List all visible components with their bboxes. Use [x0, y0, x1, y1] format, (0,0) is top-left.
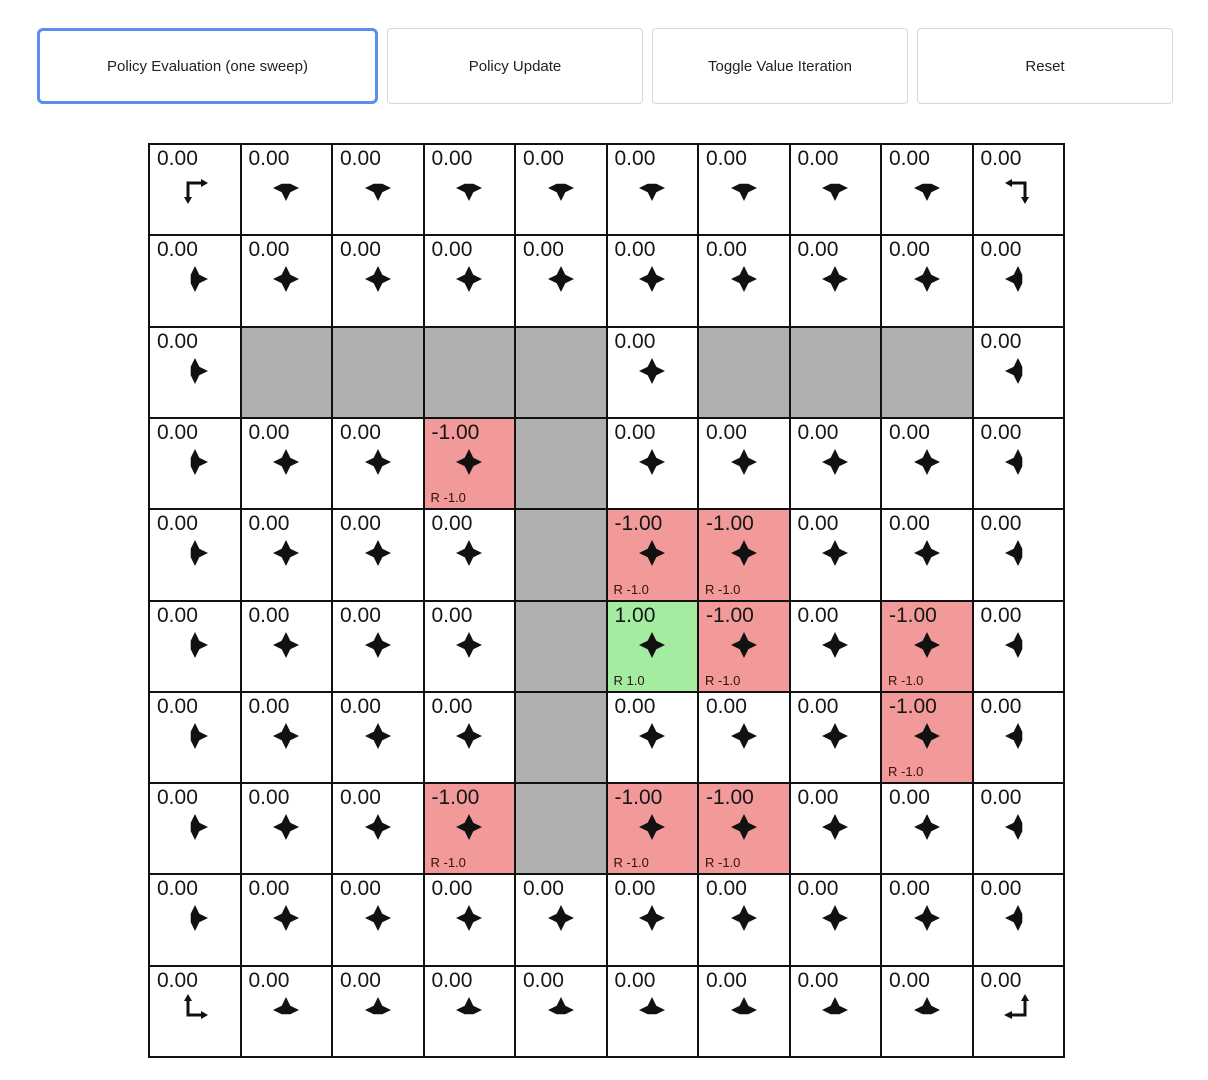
- policy-arrow-icon: [1002, 263, 1034, 300]
- grid-cell: [790, 235, 882, 326]
- policy-arrow-icon: [453, 263, 485, 300]
- policy-arrow-icon: [636, 172, 668, 209]
- policy-arrow-icon: [636, 355, 668, 392]
- cell-value: 0.00: [889, 512, 930, 536]
- cell-value: 0.00: [248, 786, 290, 810]
- cell-value: 0.00: [980, 786, 1022, 810]
- policy-arrow-icon: [362, 811, 394, 848]
- reward-label: R 1.0: [613, 672, 645, 688]
- wall-cell: [515, 601, 607, 692]
- grid-cell: [790, 783, 882, 874]
- wall-cell: [515, 509, 607, 600]
- positive-reward-cell: [607, 601, 699, 692]
- grid-cell: [149, 509, 241, 600]
- policy-arrow-icon: [911, 172, 943, 209]
- cell-value: 0.00: [980, 329, 1022, 353]
- cell-value: 0.00: [340, 877, 381, 901]
- cell-value: 0.00: [980, 694, 1022, 718]
- policy-arrow-icon: [636, 537, 668, 574]
- policy-arrow-icon: [911, 902, 943, 939]
- wall-cell: [515, 783, 607, 874]
- cell-value: 0.00: [614, 694, 656, 718]
- grid-cell: [607, 966, 699, 1057]
- cell-value: 0.00: [248, 420, 290, 444]
- cell-value: 0.00: [157, 238, 198, 262]
- cell-value: 0.00: [157, 147, 198, 170]
- policy-arrow-icon: [362, 720, 394, 757]
- policy-arrow-icon: [728, 994, 760, 1031]
- policy-arrow-icon: [179, 446, 211, 483]
- grid-cell: [698, 692, 790, 783]
- grid-cell: [881, 874, 973, 965]
- grid-cell: [424, 601, 516, 692]
- cell-value: -1.00: [889, 694, 937, 718]
- policy-arrow-icon: [179, 811, 211, 848]
- cell-value: 0.00: [340, 238, 381, 262]
- cell-value: 0.00: [889, 147, 930, 170]
- policy-arrow-icon: [911, 537, 943, 574]
- grid-cell: [149, 327, 241, 418]
- policy-arrow-icon: [545, 994, 577, 1031]
- grid-cell: [973, 692, 1065, 783]
- policy-arrow-icon: [636, 902, 668, 939]
- wall-cell: [424, 327, 516, 418]
- policy-arrow-icon: [728, 172, 760, 209]
- policy-arrow-icon: [270, 994, 302, 1031]
- wall-cell: [515, 692, 607, 783]
- wall-cell: [698, 327, 790, 418]
- cell-value: 0.00: [797, 968, 839, 992]
- cell-value: 0.00: [889, 786, 930, 810]
- cell-value: 0.00: [340, 512, 381, 536]
- cell-value: 0.00: [889, 877, 930, 901]
- policy-arrow-icon: [911, 446, 943, 483]
- reward-label: R -1.0: [430, 490, 466, 506]
- policy-arrow-icon: [179, 720, 211, 757]
- grid-cell: [698, 144, 790, 235]
- policy-arrow-icon: [270, 720, 302, 757]
- policy-arrow-icon: [728, 537, 760, 574]
- grid-cell: [515, 144, 607, 235]
- policy-arrow-icon: [819, 537, 851, 574]
- reward-label: R -1.0: [613, 581, 649, 597]
- wall-cell: [515, 418, 607, 509]
- cell-value: 0.00: [340, 786, 381, 810]
- policy-arrow-icon: [362, 902, 394, 939]
- cell-value: 0.00: [980, 877, 1022, 901]
- cell-value: 0.00: [340, 420, 381, 444]
- cell-value: -1.00: [614, 786, 663, 810]
- grid-cell: [241, 144, 333, 235]
- cell-value: 0.00: [980, 603, 1022, 627]
- cell-value: 0.00: [248, 694, 290, 718]
- negative-reward-cell: [881, 601, 973, 692]
- cell-value: 0.00: [797, 786, 839, 810]
- policy-arrow-icon: [636, 811, 668, 848]
- negative-reward-cell: [424, 783, 516, 874]
- reward-label: R -1.0: [888, 764, 924, 780]
- cell-value: 0.00: [431, 238, 473, 262]
- policy-arrow-icon: [911, 811, 943, 848]
- grid-cell: [332, 509, 424, 600]
- policy-arrow-icon: [453, 720, 485, 757]
- grid-cell: [881, 418, 973, 509]
- grid-cell: [149, 874, 241, 965]
- cell-value: 0.00: [431, 694, 473, 718]
- grid-cell: [241, 783, 333, 874]
- policy-arrow-icon: [453, 446, 485, 483]
- policy-arrow-icon: [362, 994, 394, 1031]
- policy-arrow-icon: [179, 629, 211, 666]
- policy-arrow-icon: [1002, 994, 1034, 1031]
- grid-cell: [332, 783, 424, 874]
- policy-arrow-icon: [545, 263, 577, 300]
- policy-arrow-icon: [911, 629, 943, 666]
- negative-reward-cell: [881, 692, 973, 783]
- cell-value: 0.00: [614, 238, 656, 262]
- cell-value: 0.00: [340, 968, 381, 992]
- reward-label: R -1.0: [430, 855, 466, 871]
- grid-cell: [790, 601, 882, 692]
- policy-arrow-icon: [728, 629, 760, 666]
- grid-cell: [881, 966, 973, 1057]
- policy-arrow-icon: [179, 994, 211, 1031]
- cell-value: 0.00: [431, 877, 473, 901]
- policy-arrow-icon: [362, 537, 394, 574]
- cell-value: 0.00: [431, 603, 473, 627]
- grid-cell: [424, 692, 516, 783]
- toolbar: [37, 28, 1173, 104]
- cell-value: 0.00: [248, 877, 290, 901]
- grid-cell: [881, 235, 973, 326]
- policy-arrow-icon: [636, 720, 668, 757]
- cell-value: 0.00: [248, 147, 290, 170]
- grid-cell: [241, 418, 333, 509]
- cell-value: -1.00: [706, 603, 754, 627]
- cell-value: 0.00: [614, 329, 656, 353]
- policy-arrow-icon: [819, 629, 851, 666]
- cell-value: 0.00: [797, 603, 839, 627]
- policy-arrow-icon: [362, 629, 394, 666]
- grid-cell: [973, 144, 1065, 235]
- grid-cell: [607, 874, 699, 965]
- negative-reward-cell: [607, 509, 699, 600]
- grid-cell: [241, 235, 333, 326]
- grid-cell: [332, 874, 424, 965]
- gridworld-grid: [148, 143, 1065, 1058]
- cell-value: 0.00: [340, 147, 381, 170]
- policy-arrow-icon: [179, 263, 211, 300]
- wall-cell: [790, 327, 882, 418]
- reward-label: R -1.0: [705, 581, 741, 597]
- cell-value: 0.00: [797, 877, 839, 901]
- policy-arrow-icon: [1002, 902, 1034, 939]
- policy-arrow-icon: [728, 263, 760, 300]
- grid-cell: [973, 418, 1065, 509]
- wall-cell: [515, 327, 607, 418]
- grid-cell: [424, 235, 516, 326]
- grid-cell: [698, 418, 790, 509]
- negative-reward-cell: [698, 601, 790, 692]
- cell-value: 0.00: [157, 420, 198, 444]
- grid-cell: [973, 966, 1065, 1057]
- policy-arrow-icon: [362, 263, 394, 300]
- cell-value: 0.00: [340, 603, 381, 627]
- policy-arrow-icon: [819, 720, 851, 757]
- grid-cell: [332, 144, 424, 235]
- policy-arrow-icon: [1002, 172, 1034, 209]
- grid-cell: [241, 601, 333, 692]
- cell-value: 0.00: [706, 694, 747, 718]
- cell-value: 0.00: [248, 603, 290, 627]
- cell-value: 0.00: [614, 147, 656, 170]
- cell-value: -1.00: [706, 786, 754, 810]
- cell-value: 0.00: [523, 877, 564, 901]
- policy-arrow-icon: [636, 263, 668, 300]
- reward-label: R -1.0: [613, 855, 649, 871]
- cell-value: 0.00: [706, 877, 747, 901]
- policy-arrow-icon: [911, 994, 943, 1031]
- policy-arrow-icon: [636, 446, 668, 483]
- grid-cell: [149, 235, 241, 326]
- cell-value: 0.00: [523, 147, 564, 170]
- cell-value: 0.00: [797, 420, 839, 444]
- cell-value: 0.00: [523, 238, 564, 262]
- policy-arrow-icon: [362, 172, 394, 209]
- policy-update-button[interactable]: Policy Update: [387, 28, 643, 104]
- cell-value: 0.00: [431, 147, 473, 170]
- reward-label: R -1.0: [705, 672, 741, 688]
- cell-value: 0.00: [614, 420, 656, 444]
- cell-value: -1.00: [614, 512, 663, 536]
- grid-cell: [241, 509, 333, 600]
- policy-arrow-icon: [819, 902, 851, 939]
- cell-value: 0.00: [889, 968, 930, 992]
- grid-cell: [973, 509, 1065, 600]
- cell-value: 0.00: [431, 512, 473, 536]
- cell-value: -1.00: [431, 786, 480, 810]
- grid-cell: [790, 874, 882, 965]
- grid-cell: [790, 144, 882, 235]
- cell-value: 0.00: [431, 968, 473, 992]
- grid-cell: [881, 144, 973, 235]
- policy-arrow-icon: [1002, 811, 1034, 848]
- cell-value: 0.00: [614, 968, 656, 992]
- grid-cell: [698, 874, 790, 965]
- cell-value: 0.00: [248, 238, 290, 262]
- policy-arrow-icon: [1002, 355, 1034, 392]
- grid-cell: [332, 235, 424, 326]
- cell-value: 0.00: [340, 694, 381, 718]
- cell-value: 0.00: [157, 694, 198, 718]
- grid-cell: [790, 509, 882, 600]
- policy-arrow-icon: [270, 537, 302, 574]
- wall-cell: [241, 327, 333, 418]
- wall-cell: [881, 327, 973, 418]
- policy-arrow-icon: [270, 172, 302, 209]
- policy-arrow-icon: [1002, 446, 1034, 483]
- negative-reward-cell: [424, 418, 516, 509]
- grid-cell: [149, 601, 241, 692]
- grid-cell: [973, 874, 1065, 965]
- grid-cell: [241, 966, 333, 1057]
- cell-value: 0.00: [157, 968, 198, 992]
- policy-arrow-icon: [453, 902, 485, 939]
- grid-cell: [973, 601, 1065, 692]
- cell-value: 0.00: [157, 786, 198, 810]
- grid-cell: [515, 966, 607, 1057]
- policy-arrow-icon: [819, 172, 851, 209]
- policy-evaluation-button[interactable]: Policy Evaluation (one sweep): [37, 28, 378, 104]
- policy-arrow-icon: [819, 994, 851, 1031]
- cell-value: 0.00: [706, 238, 747, 262]
- cell-value: 0.00: [157, 877, 198, 901]
- negative-reward-cell: [698, 509, 790, 600]
- cell-value: 0.00: [797, 238, 839, 262]
- grid-cell: [149, 418, 241, 509]
- cell-value: -1.00: [706, 512, 754, 536]
- cell-value: -1.00: [889, 603, 937, 627]
- cell-value: 0.00: [614, 877, 656, 901]
- policy-arrow-icon: [819, 446, 851, 483]
- grid-cell: [881, 509, 973, 600]
- grid-cell: [790, 966, 882, 1057]
- grid-cell: [607, 692, 699, 783]
- cell-value: 0.00: [797, 147, 839, 170]
- policy-arrow-icon: [728, 446, 760, 483]
- policy-arrow-icon: [453, 811, 485, 848]
- grid-cell: [424, 144, 516, 235]
- policy-arrow-icon: [545, 902, 577, 939]
- cell-value: 0.00: [706, 147, 747, 170]
- cell-value: -1.00: [431, 420, 480, 444]
- policy-arrow-icon: [179, 355, 211, 392]
- grid-cell: [332, 418, 424, 509]
- grid-cell: [149, 692, 241, 783]
- grid-cell: [424, 874, 516, 965]
- policy-arrow-icon: [270, 811, 302, 848]
- reward-label: R -1.0: [888, 672, 924, 688]
- negative-reward-cell: [607, 783, 699, 874]
- policy-arrow-icon: [545, 172, 577, 209]
- grid-cell: [607, 235, 699, 326]
- policy-arrow-icon: [270, 629, 302, 666]
- policy-arrow-icon: [636, 629, 668, 666]
- cell-value: 0.00: [157, 603, 198, 627]
- policy-arrow-icon: [636, 994, 668, 1031]
- grid-cell: [607, 418, 699, 509]
- negative-reward-cell: [698, 783, 790, 874]
- grid-cell: [881, 783, 973, 874]
- grid-cell: [698, 966, 790, 1057]
- grid-cell: [607, 327, 699, 418]
- grid-cell: [515, 235, 607, 326]
- grid-cell: [515, 874, 607, 965]
- toggle-value-iteration-button[interactable]: Toggle Value Iteration: [652, 28, 908, 104]
- reset-button[interactable]: Reset: [917, 28, 1173, 104]
- wall-cell: [332, 327, 424, 418]
- policy-arrow-icon: [270, 902, 302, 939]
- grid-cell: [332, 966, 424, 1057]
- grid-cell: [149, 783, 241, 874]
- cell-value: 0.00: [797, 512, 839, 536]
- grid-cell: [607, 144, 699, 235]
- cell-value: 0.00: [706, 420, 747, 444]
- cell-value: 0.00: [797, 694, 839, 718]
- policy-arrow-icon: [911, 720, 943, 757]
- grid-cell: [698, 235, 790, 326]
- grid-cell: [973, 327, 1065, 418]
- grid-cell: [149, 144, 241, 235]
- grid-cell: [424, 966, 516, 1057]
- cell-value: 0.00: [523, 968, 564, 992]
- cell-value: 1.00: [614, 603, 656, 627]
- policy-arrow-icon: [1002, 720, 1034, 757]
- policy-arrow-icon: [819, 811, 851, 848]
- grid-cell: [973, 783, 1065, 874]
- policy-arrow-icon: [728, 902, 760, 939]
- policy-arrow-icon: [179, 902, 211, 939]
- policy-arrow-icon: [270, 263, 302, 300]
- cell-value: 0.00: [980, 512, 1022, 536]
- policy-arrow-icon: [1002, 629, 1034, 666]
- grid-cell: [332, 601, 424, 692]
- policy-arrow-icon: [819, 263, 851, 300]
- cell-value: 0.00: [980, 238, 1022, 262]
- policy-arrow-icon: [911, 263, 943, 300]
- policy-arrow-icon: [362, 446, 394, 483]
- cell-value: 0.00: [248, 968, 290, 992]
- grid-cell: [241, 874, 333, 965]
- policy-arrow-icon: [179, 537, 211, 574]
- grid-cell: [424, 509, 516, 600]
- cell-value: 0.00: [706, 968, 747, 992]
- cell-value: 0.00: [889, 238, 930, 262]
- cell-value: 0.00: [157, 329, 198, 353]
- policy-arrow-icon: [453, 994, 485, 1031]
- policy-arrow-icon: [270, 446, 302, 483]
- cell-value: 0.00: [980, 147, 1022, 170]
- grid-cell: [241, 692, 333, 783]
- policy-arrow-icon: [728, 811, 760, 848]
- cell-value: 0.00: [248, 512, 290, 536]
- reward-label: R -1.0: [705, 855, 741, 871]
- grid-cell: [790, 418, 882, 509]
- cell-value: 0.00: [889, 420, 930, 444]
- policy-arrow-icon: [728, 720, 760, 757]
- grid-cell: [790, 692, 882, 783]
- cell-value: 0.00: [980, 968, 1022, 992]
- policy-arrow-icon: [453, 629, 485, 666]
- cell-value: 0.00: [980, 420, 1022, 444]
- policy-arrow-icon: [179, 172, 211, 209]
- policy-arrow-icon: [453, 537, 485, 574]
- policy-arrow-icon: [453, 172, 485, 209]
- grid-cell: [332, 692, 424, 783]
- policy-arrow-icon: [1002, 537, 1034, 574]
- grid-cell: [149, 966, 241, 1057]
- grid-cell: [973, 235, 1065, 326]
- cell-value: 0.00: [157, 512, 198, 536]
